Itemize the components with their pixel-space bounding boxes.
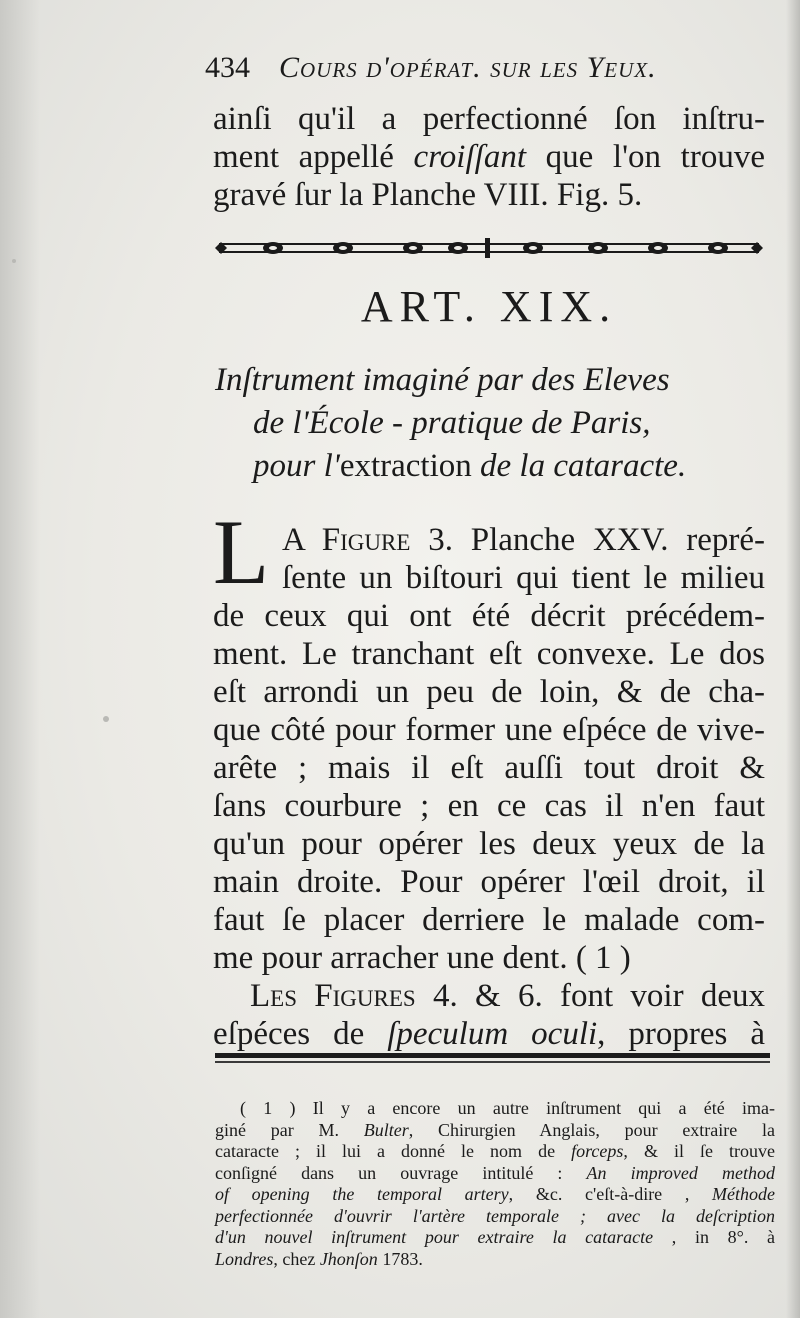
running-header <box>205 50 765 86</box>
intro-line: ment appellé croiſſant que l'on trouve <box>213 139 765 175</box>
intro-line: gravé ſur la Planche VIII. Fig. 5. <box>213 177 643 213</box>
paper-speck <box>12 259 16 263</box>
decorative-ornament <box>213 235 765 261</box>
body-line: ment. Le tranchant eſt convexe. Le dos <box>213 636 765 672</box>
body-line: arête ; mais il eſt auſſi tout droit & <box>213 750 765 786</box>
footnote-line: of opening the temporal artery, &c. c'eſt-à-dire , Méthode <box>215 1184 775 1204</box>
body-line: Les Figures 4. & 6. font voir deux <box>250 978 765 1014</box>
article-subtitle-line: Inſtrument imaginé par des Eleves <box>215 362 670 398</box>
footnote-line: Londres, chez Jhonſon 1783. <box>215 1249 423 1269</box>
paper-speck <box>103 716 109 722</box>
footnote-line: cataracte ; il lui a donné le nom de forceps, & il ſe trouve <box>215 1141 775 1161</box>
body-line: ſente un biſtouri qui tient le milieu <box>282 560 765 596</box>
body-line: eſt arrondi un peu de loin, & de cha- <box>213 674 765 710</box>
footnote-line: conſigné dans un ouvrage intitulé : An improved method <box>215 1163 775 1183</box>
body-line: A Figure 3. Planche XXV. repré- <box>282 522 765 558</box>
article-title: ART. XIX. <box>360 282 618 331</box>
page-edge-shadow <box>786 0 800 1318</box>
running-title: Cours d'opérat. sur les Yeux. <box>279 51 657 84</box>
footnote-rule-thin <box>215 1061 770 1063</box>
gutter-shadow <box>0 0 40 1318</box>
page-number: 434 <box>205 51 250 84</box>
body-line: ſans courbure ; en ce cas il n'en faut <box>213 788 765 824</box>
body-line: faut ſe placer derriere le malade com- <box>213 902 765 938</box>
article-subtitle-line: pour l'extraction de la cataracte. <box>253 448 687 484</box>
body-line: me pour arracher une dent. ( 1 ) <box>213 940 631 976</box>
body-line: eſpéces de ſpeculum oculi, propres à <box>213 1016 765 1052</box>
body-line: que côté pour former une eſpéce de vive- <box>213 712 765 748</box>
body-line: main droite. Pour opérer l'œil droit, il <box>213 864 765 900</box>
body-line: de ceux qui ont été décrit précédem- <box>213 598 765 634</box>
body-line: qu'un pour opérer les deux yeux de la <box>213 826 765 862</box>
footnote-line: giné par M. Bulter, Chirurgien Anglais, pour extraire la <box>215 1120 775 1140</box>
footnote-line: d'un nouvel inſtrument pour extraire la cataracte , in 8°. à <box>215 1227 775 1247</box>
footnote-line: perfectionnée d'ouvrir l'artère temporale ; avec la deſcription <box>215 1206 775 1226</box>
footnote-line: ( 1 ) Il y a encore un autre inſtrument qui a été ima- <box>240 1098 775 1118</box>
footnote-rule-thick <box>215 1053 770 1058</box>
drop-cap: L <box>213 501 270 603</box>
intro-line: ainſi qu'il a perfectionné ſon inſtru- <box>213 101 765 137</box>
article-subtitle-line: de l'École - pratique de Paris, <box>253 405 651 441</box>
